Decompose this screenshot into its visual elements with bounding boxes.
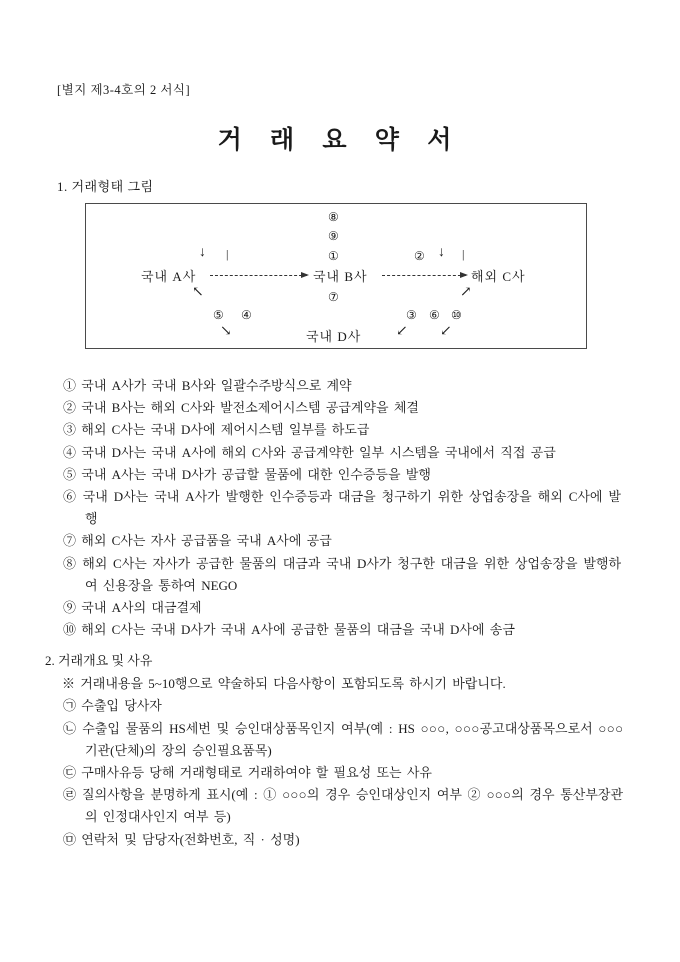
diagram-number-5: ⑤ — [213, 308, 224, 322]
item-marker: ⑥ — [63, 489, 77, 505]
list-item — [63, 829, 623, 851]
item-text: 국내 D사는 국내 A사에 해외 C사와 공급계약한 일부 시스템을 국내에서 직접 공급 — [81, 444, 556, 460]
diagonal-arrow-sw-icon: ↙ — [396, 324, 408, 339]
item-marker: ⑦ — [63, 533, 77, 549]
item-marker: ④ — [63, 444, 77, 460]
item-marker: ⑧ — [63, 555, 77, 571]
page-title: 거 래 요 약 서 — [217, 127, 463, 154]
item-text: 국내 D사는 국내 A사가 발행한 인수증등과 대금을 청구하기 위한 상업송장을 해외 C사에 발행 — [82, 489, 621, 527]
item-marker: ⑤ — [63, 466, 77, 482]
diagram-number-3: ③ — [406, 308, 417, 322]
item-marker: ⑨ — [63, 600, 77, 616]
item-text: 해외 C사는 자사가 공급한 물품의 대금과 국내 D사가 청구한 대금을 위한 상업송장을 발행하여 신용장을 통하여 NEGO — [82, 555, 622, 593]
item-marker: ① — [63, 378, 77, 393]
list-item — [63, 762, 623, 784]
item-marker: ㉣ — [63, 787, 77, 803]
diagram-number-6: ⑥ — [429, 308, 440, 322]
vertical-tick-icon: | — [226, 247, 229, 261]
list-item — [63, 375, 621, 397]
diagram-number-10: ⑩ — [451, 308, 462, 322]
list-item — [63, 419, 621, 441]
item-text: 해외 C사는 국내 D사에 제어시스템 일부를 하도급 — [81, 422, 370, 438]
list-item — [63, 695, 623, 717]
section1-heading: 1. 거래형태 그림 — [57, 179, 154, 194]
dashed-arrow-b-to-c — [382, 275, 466, 276]
diagram-number-2: ② — [414, 249, 425, 263]
diagram-number-4: ④ — [241, 308, 252, 322]
diagram-number-7: ⑦ — [328, 290, 339, 304]
item-text: 수출입 물품의 HS세번 및 승인대상품목인지 여부(예 : HS ○○○, ○○○공고대상품목으로서 ○○○기관(단체)의 장의 승인필요품목) — [82, 720, 623, 758]
list-item — [63, 553, 621, 597]
item-text: 국내 A사의 대금결제 — [81, 600, 202, 616]
node-overseas-c: 해외 C사 — [471, 269, 526, 284]
item-marker: ㉢ — [63, 765, 77, 781]
diagonal-arrow-nw-icon: ↖ — [192, 285, 204, 300]
item-marker: ⑩ — [63, 622, 77, 638]
item-text: 해외 C사는 자사 공급품을 국내 A사에 공급 — [81, 533, 332, 549]
trade-flow-diagram — [85, 203, 587, 349]
section2-note: ※ 거래내용을 5~10행으로 약술하되 다음사항이 포함되도록 하시기 바랍니다. — [62, 676, 506, 692]
section2 — [45, 650, 630, 851]
trade-steps-list — [63, 375, 621, 641]
vertical-tick-icon: | — [462, 247, 465, 261]
item-text: 연락처 및 담당자(전화번호, 직 · 성명) — [81, 831, 300, 847]
list-item — [63, 718, 623, 762]
list-item — [63, 486, 621, 530]
dashed-arrow-a-to-b — [210, 275, 307, 276]
node-domestic-b: 국내 B사 — [313, 269, 368, 284]
diagonal-arrow-sw-icon: ↙ — [440, 324, 452, 339]
diagram-number-8: ⑧ — [328, 210, 339, 224]
diagram-number-9: ⑨ — [328, 229, 339, 243]
node-domestic-a: 국내 A사 — [141, 269, 197, 284]
node-domestic-d: 국내 D사 — [306, 329, 362, 344]
item-text: 구매사유등 당해 거래형태로 거래하여야 할 필요성 또는 사유 — [81, 765, 432, 781]
list-item — [63, 784, 623, 828]
section2-list — [63, 695, 623, 850]
arrow-down-icon: ↓ — [438, 245, 445, 260]
item-marker: ③ — [63, 422, 77, 438]
diagonal-arrow-se-icon: ↘ — [220, 324, 232, 339]
item-text: 국내 A사는 국내 D사가 공급할 물품에 대한 인수증등을 발행 — [81, 466, 431, 482]
arrow-down-icon: ↓ — [199, 245, 206, 260]
item-text: 해외 C사는 국내 D사가 국내 A사에 공급한 물품의 대금을 국내 D사에 송금 — [81, 622, 515, 638]
item-text: 수출입 당사자 — [81, 698, 162, 714]
list-item — [63, 464, 621, 486]
list-item — [63, 530, 621, 552]
item-marker: ㉠ — [63, 698, 77, 714]
item-marker: ② — [63, 400, 77, 416]
diagram-number-1: ① — [328, 249, 339, 263]
item-text: 국내 A사가 국내 B사와 일괄수주방식으로 계약 — [81, 378, 352, 393]
item-marker: ㉡ — [63, 720, 77, 736]
item-marker: ㉤ — [63, 831, 77, 847]
item-text: 질의사항을 분명하게 표시(예 : ① ○○○의 경우 승인대상인지 여부 ② ○○○의 경우 통산부장관의 인정대사인지 여부 등) — [82, 787, 623, 825]
list-item — [63, 397, 621, 419]
diagonal-arrow-ne-icon: ↗ — [460, 285, 472, 300]
list-item — [63, 597, 621, 619]
form-number-note: [별지 제3-4호의 2 서식] — [57, 83, 191, 97]
list-item — [63, 442, 621, 464]
section2-heading: 2. 거래개요 및 사유 — [45, 653, 153, 668]
item-text: 국내 B사는 해외 C사와 발전소제어시스템 공급계약을 체결 — [81, 400, 419, 416]
list-item — [63, 619, 621, 641]
